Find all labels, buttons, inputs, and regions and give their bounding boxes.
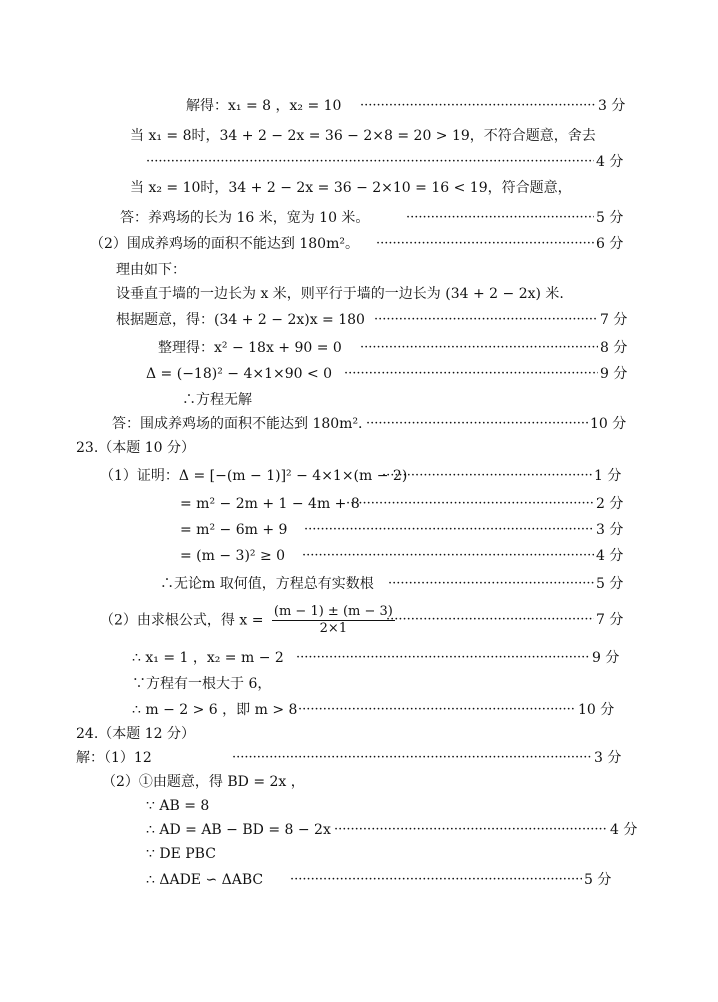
score-label: 6 分 [596, 236, 624, 252]
solution-line: 当 x₂ = 10时，34 + 2 − 2x = 36 − 2×10 = 16 < 19，符合题意， [130, 180, 572, 196]
question-heading: 23.（本题 10 分） [76, 440, 195, 456]
score-leader-dots [346, 492, 594, 516]
solution-line: （1）证明：Δ = [−(m − 1)]² − 4×1×(m − 2) [100, 468, 408, 484]
score-leader-dots [388, 572, 594, 596]
score-leader-dots [366, 412, 588, 436]
solution-line [100, 604, 399, 636]
solution-line: 解：（1）12 [76, 750, 152, 766]
solution-line: = m² − 2m + 1 − 4m + 8 [180, 496, 360, 512]
solution-line: ∴ AD = AB − BD = 8 − 2x [146, 822, 331, 838]
solution-line: ∴ x₁ = 1 ，x₂ = m − 2 [132, 650, 284, 666]
solution-line: ∴方程无解 [182, 392, 252, 408]
score-label: 5 分 [584, 872, 612, 888]
solution-line: ∴ ΔADE ∽ ΔABC [146, 872, 264, 888]
score-label: 4 分 [596, 154, 624, 170]
solution-line: 当 x₁ = 8时，34 + 2 − 2x = 36 − 2×8 = 20 > 19，不符合题意，舍去 [130, 128, 596, 144]
score-label: 5 分 [596, 576, 624, 592]
score-label: 7 分 [600, 312, 628, 328]
score-label: 3 分 [594, 750, 622, 766]
score-leader-dots [406, 206, 594, 230]
score-leader-dots [344, 362, 598, 386]
score-leader-dots [304, 518, 594, 542]
score-label: 5 分 [596, 210, 624, 226]
score-label: 9 分 [592, 650, 620, 666]
score-label: 1 分 [594, 468, 622, 484]
score-leader-dots [374, 308, 598, 332]
score-leader-dots [360, 336, 598, 360]
solution-line: ∵ DE PBC [146, 846, 216, 862]
solution-text: （2）由求根公式，得 x = [100, 612, 264, 629]
score-label: 2 分 [596, 496, 624, 512]
score-leader-dots [334, 818, 608, 842]
score-leader-dots [298, 698, 576, 722]
score-leader-dots [296, 646, 590, 670]
solution-line: 根据题意，得：(34 + 2 − 2x)x = 180 [116, 312, 365, 328]
score-leader-dots [386, 608, 594, 632]
answer-line: 答：养鸡场的长为 16 米，宽为 10 米。 [120, 210, 370, 226]
solution-line: Δ = (−18)² − 4×1×90 < 0 [146, 366, 333, 382]
score-label: 3 分 [596, 522, 624, 538]
score-label: 7 分 [596, 612, 624, 628]
score-leader-dots [302, 544, 594, 568]
solution-line: （2）①由题意，得 BD = 2x ， [102, 774, 305, 790]
solution-line: = m² − 6m + 9 [180, 522, 288, 538]
score-label: 4 分 [596, 548, 624, 564]
solution-line: ∴无论m 取何值，方程总有实数根 [160, 576, 374, 592]
solution-line: 整理得：x² − 18x + 90 = 0 [158, 340, 342, 356]
solution-line: 解得：x₁ = 8 ，x₂ = 10 [186, 98, 342, 114]
score-leader-dots [232, 746, 592, 770]
answer-line: 答：围成养鸡场的面积不能达到 180m². [112, 416, 363, 432]
score-leader-dots [376, 232, 594, 256]
root-formula-fraction [272, 604, 395, 637]
score-leader-dots [146, 150, 594, 174]
fraction-denominator: 2×1 [319, 621, 348, 636]
part-heading: （2）围成养鸡场的面积不能达到 180m²。 [90, 236, 359, 252]
solution-line: ∵方程有一根大于 6， [132, 676, 272, 692]
score-label: 8 分 [600, 340, 628, 356]
score-label: 10 分 [578, 702, 615, 718]
score-leader-dots [382, 464, 592, 488]
solution-line: 理由如下： [116, 262, 186, 278]
score-label: 9 分 [600, 366, 628, 382]
score-label: 4 分 [610, 822, 638, 838]
score-label: 10 分 [590, 416, 627, 432]
solution-line: ∵ AB = 8 [146, 798, 210, 814]
question-heading: 24.（本题 12 分） [76, 726, 195, 742]
solution-line: ∴ m − 2 > 6 ，即 m > 8 [132, 702, 298, 718]
score-label: 3 分 [598, 98, 626, 114]
score-leader-dots [290, 868, 582, 892]
solution-line: 设垂直于墙的一边长为 x 米，则平行于墙的一边长为 (34 + 2 − 2x) 米. [116, 286, 564, 302]
solution-line: = (m − 3)² ≥ 0 [180, 548, 286, 564]
fraction-numerator: (m − 1) ± (m − 3) [273, 604, 393, 619]
score-leader-dots [360, 94, 596, 118]
